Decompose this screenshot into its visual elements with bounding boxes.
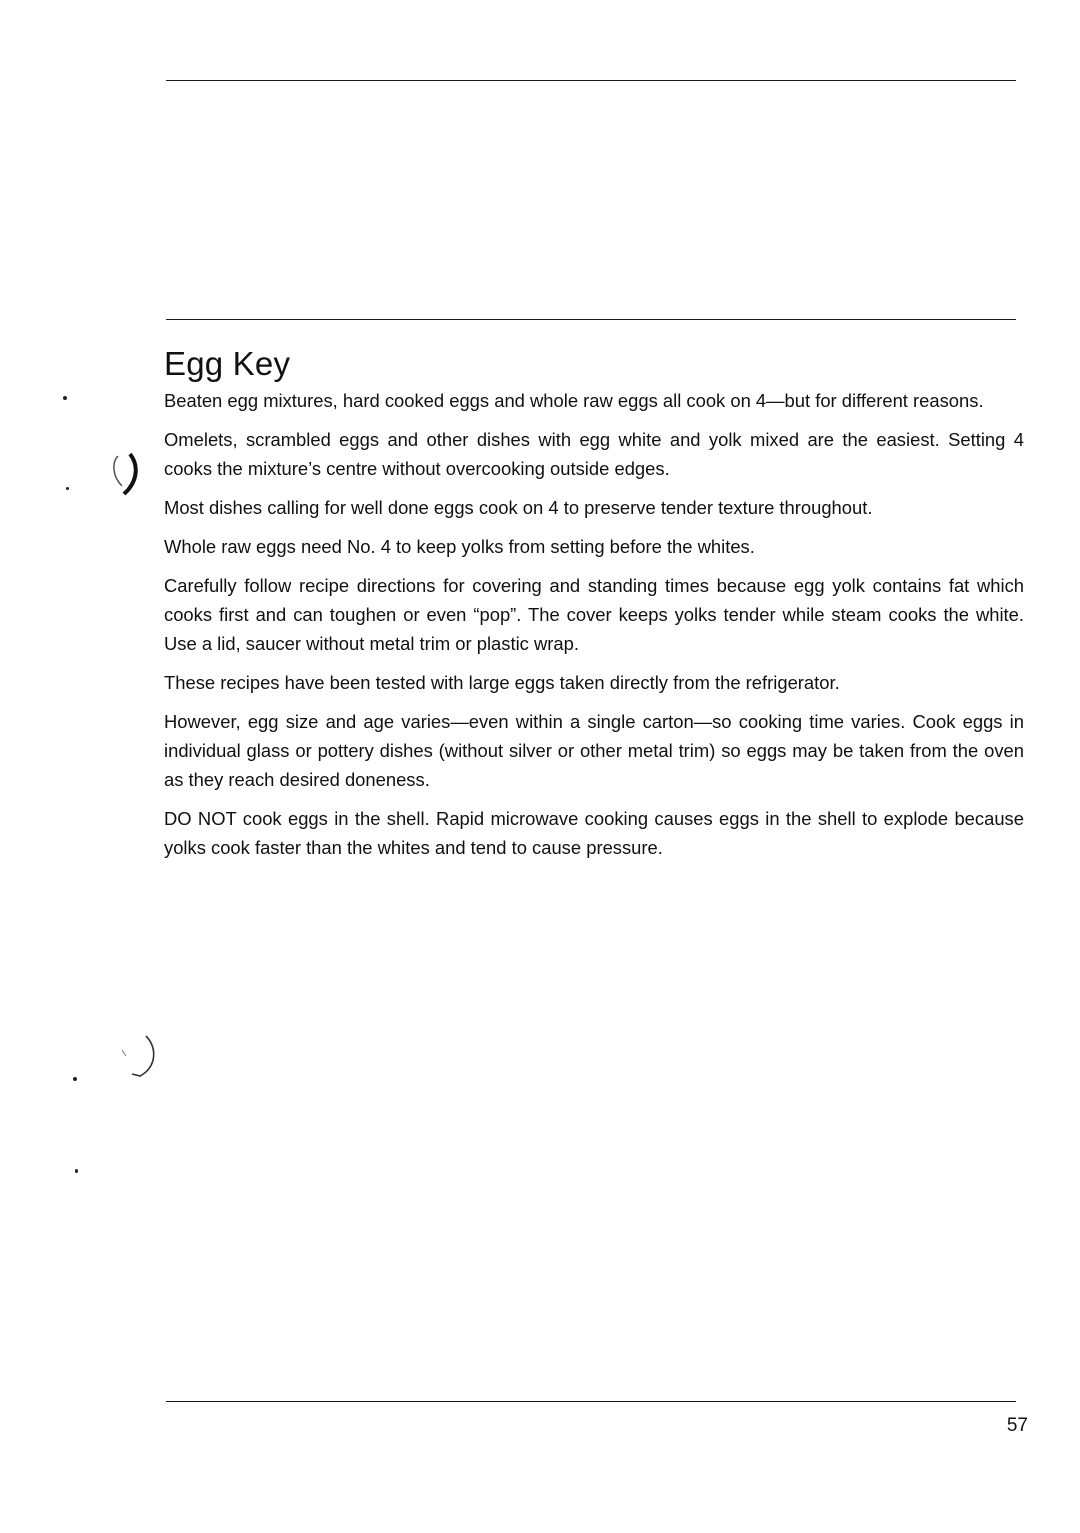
binder-hole-mark	[104, 450, 144, 502]
paragraph: Most dishes calling for well done eggs cook on 4 to preserve tender texture throughout.	[164, 497, 873, 518]
footer-rule	[166, 1401, 1016, 1402]
section-rule	[166, 319, 1016, 320]
section-title: Egg Key	[164, 345, 291, 382]
scan-speck	[75, 1169, 78, 1173]
paragraph: Beaten egg mixtures, hard cooked eggs and whole raw eggs all cook on 4—but for different reasons.	[164, 390, 984, 411]
section-body	[164, 386, 1024, 872]
paragraph: DO NOT cook eggs in the shell. Rapid microwave cooking causes eggs in the shell to explode because yolks cook faster than the whites and tend to cause pressure.	[164, 808, 1024, 858]
top-rule	[166, 80, 1016, 81]
binder-hole-mark	[116, 1032, 164, 1080]
paragraph: Carefully follow recipe directions for covering and standing times because egg yolk contains fat which cooks first and can toughen or even “pop”. The cover keeps yolks tender while steam cooks the white. Use a lid, saucer without metal trim or plastic wrap.	[164, 575, 1024, 654]
paragraph: These recipes have been tested with large eggs taken directly from the refrigerator.	[164, 672, 840, 693]
page-number: 57	[1006, 1415, 1028, 1436]
paragraph: Whole raw eggs need No. 4 to keep yolks from setting before the whites.	[164, 536, 755, 557]
scan-speck	[66, 487, 69, 490]
scan-speck	[63, 396, 67, 400]
paragraph: However, egg size and age varies—even within a single carton—so cooking time varies. Cook eggs in individual glass or pottery dishes (without silver or other metal trim) so eggs may be taken from the oven as they reach desired doneness.	[164, 711, 1024, 790]
scan-speck	[73, 1077, 77, 1081]
paragraph: Omelets, scrambled eggs and other dishes with egg white and yolk mixed are the easiest. Setting 4 cooks the mixture’s centre without overcooking outside edges.	[164, 429, 1024, 479]
